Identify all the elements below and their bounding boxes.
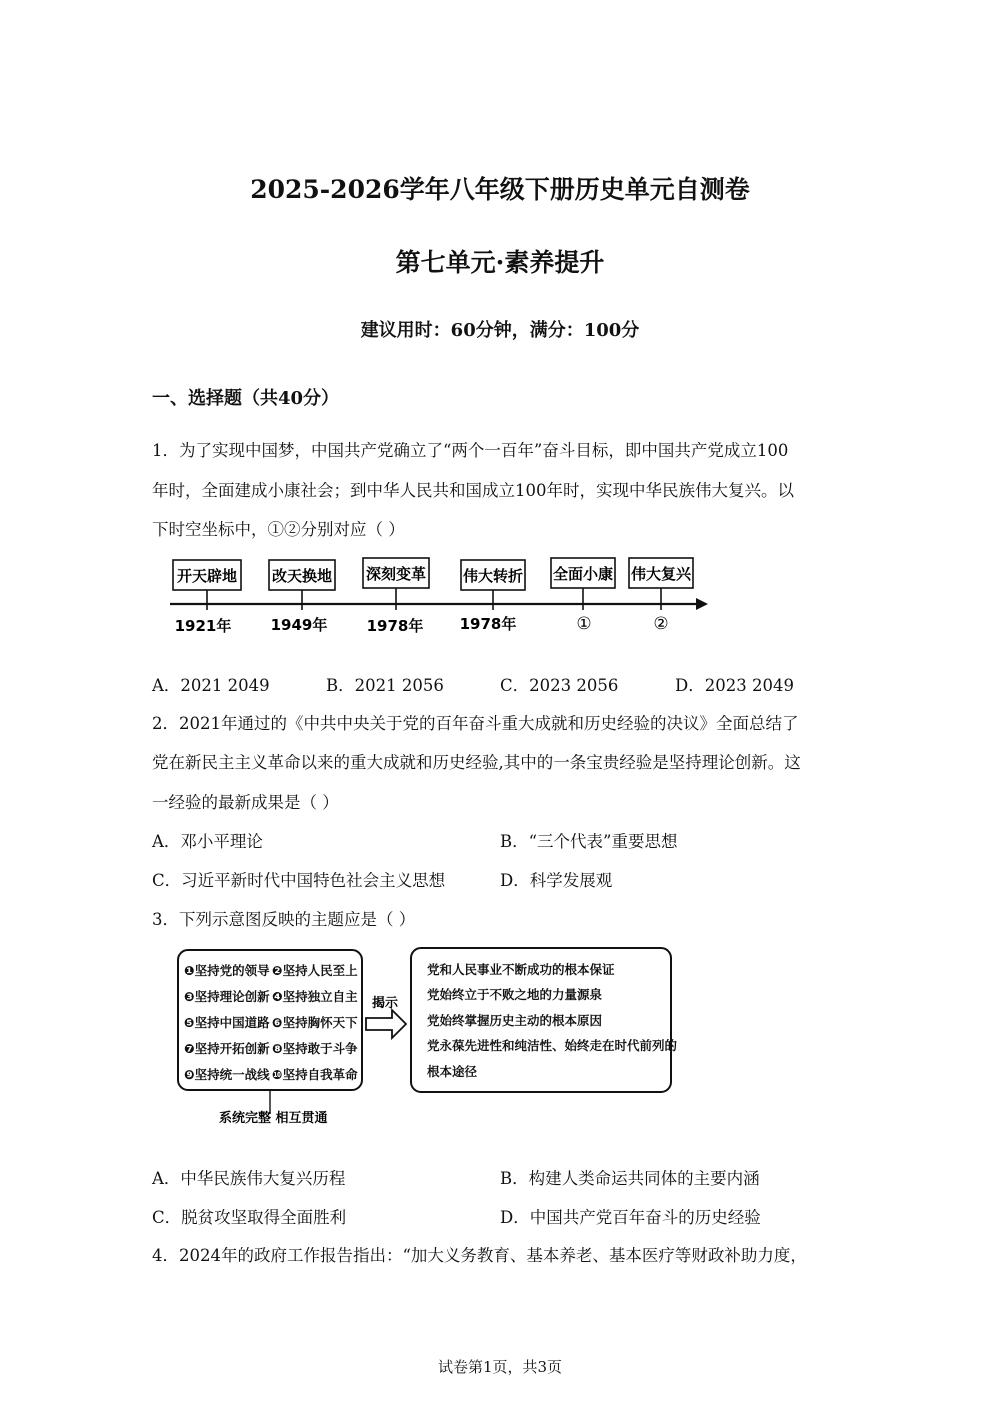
timeline-ticks <box>207 588 661 610</box>
timeline-year-5: ② <box>653 614 669 634</box>
q1-line1: 1．为了实现中国梦，中国共产党确立了“两个一百年”奋斗目标，即中国共产党成立100 <box>152 441 789 460</box>
timeline-box-label: 全面小康 <box>552 565 614 583</box>
svg-text:党始终掌握历史主动的根本原因: 党始终掌握历史主动的根本原因 <box>427 1013 603 1028</box>
q1-timeline-figure <box>165 552 710 642</box>
timeline-year-3: 1978年 <box>459 615 517 633</box>
svg-text:根本途径: 根本途径 <box>427 1064 478 1079</box>
exam-info: 建议用时：60分钟，满分：100分 <box>360 320 640 341</box>
q1-option-c[interactable]: C．2023 2056 <box>500 676 619 695</box>
q3-diagram-figure <box>170 944 680 1134</box>
q2-option-c[interactable]: C．习近平新时代中国特色社会主义思想 <box>152 871 446 890</box>
q3-option-b[interactable]: B．构建人类命运共同体的主要内涵 <box>500 1169 760 1188</box>
timeline-box-0 <box>173 560 241 590</box>
page-footer: 试卷第1页，共3页 <box>437 1358 563 1376</box>
svg-text:❽坚持敢于斗争: ❽坚持敢于斗争 <box>272 1041 358 1056</box>
timeline-box-2 <box>363 558 429 588</box>
q2-option-d[interactable]: D．科学发展观 <box>500 871 613 890</box>
page-title: 2025-2026学年八年级下册历史单元自测卷 <box>250 175 750 204</box>
svg-text:党始终立于不败之地的力量源泉: 党始终立于不败之地的力量源泉 <box>427 987 603 1002</box>
q1-line3: 下时空坐标中，①②分别对应（ ） <box>152 520 405 539</box>
page-subtitle: 第七单元·素养提升 <box>395 248 605 277</box>
timeline-box-label: 开天辟地 <box>176 567 238 585</box>
diagram-arrow-label: 揭示 <box>372 996 399 1011</box>
q1-option-b[interactable]: B．2021 2056 <box>326 676 444 695</box>
q2-line3: 一经验的最新成果是（ ） <box>152 793 339 812</box>
diagram-bottom-label: 系统完整 相互贯通 <box>219 1111 328 1126</box>
svg-text:❷坚持人民至上: ❷坚持人民至上 <box>272 963 358 978</box>
timeline-box-1 <box>269 560 335 590</box>
timeline-box-5 <box>629 558 693 588</box>
svg-text:❾坚持统一战线: ❾坚持统一战线 <box>184 1067 270 1082</box>
timeline-box-3 <box>461 560 525 590</box>
q1-line2: 年时，全面建成小康社会；到中华人民共和国成立100年时，实现中华民族伟大复兴。以 <box>152 481 794 500</box>
timeline-box-4 <box>551 558 615 588</box>
timeline-box-label: 改天换地 <box>271 567 333 585</box>
svg-text:❺坚持中国道路: ❺坚持中国道路 <box>184 1015 270 1030</box>
q1-option-d[interactable]: D．2023 2049 <box>675 676 794 695</box>
timeline-box-label: 深刻变革 <box>365 565 427 583</box>
timeline-year-1: 1949年 <box>270 616 328 634</box>
svg-text:❹坚持独立自主: ❹坚持独立自主 <box>272 989 358 1004</box>
svg-text:党永葆先进性和纯洁性、始终走在时代前列的: 党永葆先进性和纯洁性、始终走在时代前列的 <box>427 1038 678 1053</box>
svg-text:❼坚持开拓创新: ❼坚持开拓创新 <box>184 1041 270 1056</box>
q4-line1: 4．2024年的政府工作报告指出：“加大义务教育、基本养老、基本医疗等财政补助力度， <box>152 1246 807 1265</box>
q3-option-a[interactable]: A．中华民族伟大复兴历程 <box>152 1169 346 1188</box>
q2-option-a[interactable]: A．邓小平理论 <box>152 832 263 851</box>
q2-option-b[interactable]: B．“三个代表”重要思想 <box>500 832 678 851</box>
timeline-year-2: 1978年 <box>366 617 424 635</box>
svg-text:党和人民事业不断成功的根本保证: 党和人民事业不断成功的根本保证 <box>427 962 615 977</box>
timeline-year-4: ① <box>576 614 592 634</box>
timeline-box-label: 伟大复兴 <box>630 565 692 583</box>
diagram-arrow-icon <box>366 1010 406 1038</box>
q1-option-a[interactable]: A．2021 2049 <box>152 676 270 695</box>
timeline-year-0: 1921年 <box>174 617 232 635</box>
svg-text:❸坚持理论创新: ❸坚持理论创新 <box>184 989 270 1004</box>
svg-text:❻坚持胸怀天下: ❻坚持胸怀天下 <box>272 1015 358 1030</box>
q3-option-d[interactable]: D．中国共产党百年奋斗的历史经验 <box>500 1208 761 1227</box>
svg-text:❶坚持党的领导: ❶坚持党的领导 <box>184 963 270 978</box>
section-title: 一、选择题（共40分） <box>152 388 340 409</box>
q2-line2: 党在新民主主义革命以来的重大成就和历史经验,其中的一条宝贵经验是坚持理论创新。这 <box>152 753 801 772</box>
q3-option-c[interactable]: C．脱贫攻坚取得全面胜利 <box>152 1208 347 1227</box>
q2-line1: 2．2021年通过的《中共中央关于党的百年奋斗重大成就和历史经验的决议》全面总结了 <box>152 714 799 733</box>
timeline-box-label: 伟大转折 <box>462 567 524 585</box>
q3-line1: 3．下列示意图反映的主题应是（ ） <box>152 910 416 929</box>
timeline-arrow-icon <box>696 598 708 610</box>
svg-text:❿坚持自我革命: ❿坚持自我革命 <box>272 1067 358 1082</box>
